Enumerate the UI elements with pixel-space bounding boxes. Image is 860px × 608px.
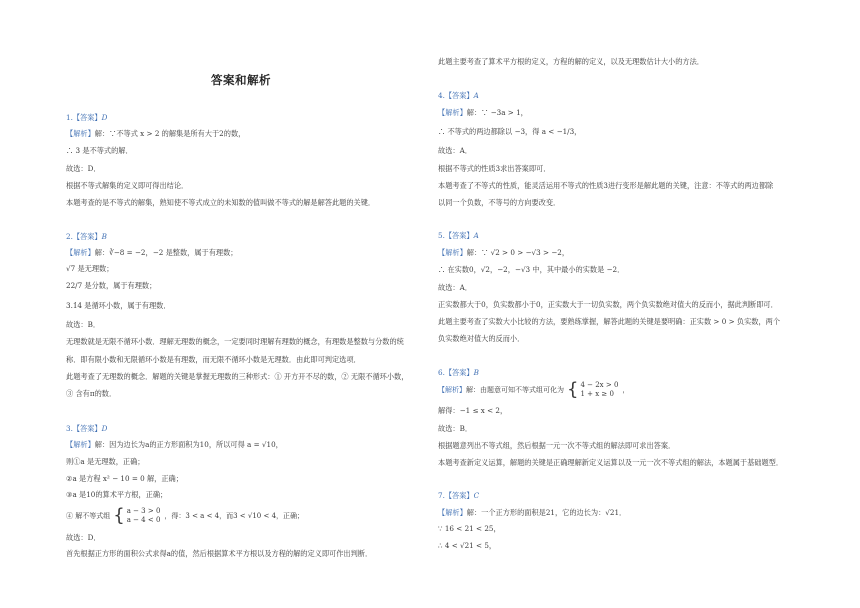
text-line: 故选：B． <box>438 424 473 433</box>
inequality-system-line <box>66 507 304 525</box>
text-line: 故选：A． <box>438 283 472 292</box>
text-line: 首先根据正方形的面积公式求得a的值，然后根据算术平方根以及方程的解的定义即可作出判断． <box>66 549 373 558</box>
question-number: 5. <box>438 231 445 240</box>
answer-tag: 【答案】 <box>72 232 102 241</box>
text-line: 【解析】解：∵ √2 > 0 > −√3 > −2， <box>438 248 570 257</box>
text-line: ∵ 16 < 21 < 25， <box>438 524 501 533</box>
text-line: 故选：D． <box>66 533 101 542</box>
question-number: 1. <box>66 113 73 122</box>
answer-tag: 【答案】 <box>444 368 474 377</box>
answer-tag: 【答案】 <box>444 91 474 100</box>
text-line: 【解析】解：∵ −3a > 1， <box>438 108 528 117</box>
answer-line <box>66 113 107 123</box>
text-line: 【解析】解：∛−8 = −2，−2 是整数，属于有理数； <box>66 248 238 257</box>
text-line: 故选：D． <box>66 164 101 173</box>
inequality-row: 4 − 2x > 0 <box>580 381 619 389</box>
text-line: 【解析】解：∵不等式 x > 2 的解集是所有大于2的数， <box>66 129 246 138</box>
text-line: ∴ 不等式的两边都除以 −3，得 a < −1/3， <box>438 127 582 136</box>
text-line: ③ 含有π的数． <box>66 389 117 398</box>
text-line: 故选：A． <box>438 146 472 155</box>
inequality-stack <box>580 381 618 399</box>
text-line: ∴ 在实数0，√2，−2，−√3 中，其中最小的实数是 −2． <box>438 265 625 274</box>
text-line: 本题考查了不等式的性质，能灵活运用不等式的性质3进行变形是解此题的关键，注意：不等式的两边都除 <box>438 181 774 190</box>
text-line: ∴ 4 < √21 < 5， <box>438 541 497 550</box>
text-line: 负实数绝对值大的反而小． <box>438 334 525 343</box>
text-line: √7 是无理数； <box>66 264 114 273</box>
page-title: 答案和解析 <box>211 73 271 87</box>
text-line: 【解析】解：因为边长为a的正方形面积为10，所以可得 a = √10， <box>66 440 283 449</box>
text-line: 根据题意列出不等式组，然后根据一元一次不等式组的解法即可求出答案． <box>438 441 676 450</box>
text-line: 故选：B． <box>66 320 101 329</box>
answer-tag: 【答案】 <box>444 231 474 240</box>
answer-line <box>438 491 479 501</box>
text-line: 本题考查新定义运算，解题的关键是正确理解新定义运算以及一元一次不等式组的解法，本题属于基础题型． <box>438 458 784 467</box>
answer-key: B <box>473 368 479 377</box>
text-line: ∴ 3 是不等式的解． <box>66 146 133 155</box>
question-number: 4. <box>438 91 445 100</box>
system-prefix: 【解析】解：由题意可知不等式组可化为 <box>438 385 564 394</box>
question-number: 3. <box>66 424 73 433</box>
system-suffix: ， <box>622 385 630 394</box>
question-number: 6. <box>438 368 445 377</box>
text-line: 本题考查的是不等式的解集，熟知使不等式成立的未知数的值叫做不等式的解是解答此题的关键． <box>66 198 376 207</box>
answer-line <box>66 232 107 242</box>
inequality-stack <box>127 507 161 525</box>
text-line: 此题主要考查了算术平方根的定义，方程的解的定义，以及无理数估计大小的方法． <box>438 57 704 66</box>
answer-tag: 【答案】 <box>444 491 474 500</box>
text-line: 【解析】解：一个正方形的面积是21，它的边长为：√21． <box>438 508 627 517</box>
answer-key: A <box>473 231 479 240</box>
text-line: 称．即有限小数和无限循环小数是有理数，而无限不循环小数是无理数．由此即可判定选项． <box>66 355 361 364</box>
text-line: 以同一个负数，不等号的方向要改变． <box>438 198 561 207</box>
text-line: 此题主要考查了实数大小比较的方法，要熟练掌握，解答此题的关键是要明确：正实数 > 0 > 负实数，两个 <box>438 317 781 326</box>
answer-tag: 【答案】 <box>72 113 102 122</box>
text-line: 无理数就是无限不循环小数．理解无理数的概念，一定要同时理解有理数的概念，有理数是整数与分数的统 <box>66 337 404 346</box>
inequality-row: 1 + x ≥ 0 <box>580 390 614 398</box>
inequality-row: a − 4 < 0 <box>126 516 161 524</box>
answer-line <box>66 424 107 434</box>
answer-key: D <box>101 113 108 122</box>
inequality-system-line <box>438 381 629 399</box>
text-line: 22/7 是分数，属于有理数； <box>66 281 157 290</box>
text-line: 解得：−1 ≤ x < 2， <box>438 406 508 415</box>
text-line: 根据不等式的性质3求出答案即可． <box>438 164 551 173</box>
question-number: 7. <box>438 491 445 500</box>
text-line: 3.1̇4̇ 是循环小数，属于有理数． <box>66 301 171 310</box>
answer-key: B <box>101 232 107 241</box>
answer-key: A <box>473 91 479 100</box>
left-brace-symbol: { <box>567 379 579 400</box>
text-line: ②a 是方程 x² − 10 = 0 解，正确； <box>66 474 183 483</box>
question-number: 2. <box>66 232 73 241</box>
text-line: 则①a 是无理数，正确； <box>66 457 145 466</box>
text-line: 正实数都大于0，负实数都小于0，正实数大于一切负实数，两个负实数绝对值大的反而小，据此判断即可． <box>438 300 778 309</box>
text-line: 此题考查了无理数的概念．解题的关键是掌握无理数的三种形式：① 开方开不尽的数，② 无限不循环小数， <box>66 372 409 381</box>
answer-line <box>438 91 479 101</box>
text-line: 根据不等式解集的定义即可得出结论． <box>66 181 189 190</box>
system-prefix: ④ 解不等式组 <box>66 511 111 520</box>
inequality-row: a − 3 > 0 <box>126 507 161 515</box>
answer-key: D <box>101 424 108 433</box>
text-line: ③a 是10的算术平方根，正确； <box>66 490 168 499</box>
left-brace-symbol: { <box>113 505 125 526</box>
answer-key: C <box>473 491 480 500</box>
answer-line <box>438 231 479 241</box>
answer-tag: 【答案】 <box>72 424 102 433</box>
answer-line <box>438 368 479 378</box>
system-suffix: ，得：3 < a < 4，而3 < √10 < 4，正确； <box>164 511 305 520</box>
